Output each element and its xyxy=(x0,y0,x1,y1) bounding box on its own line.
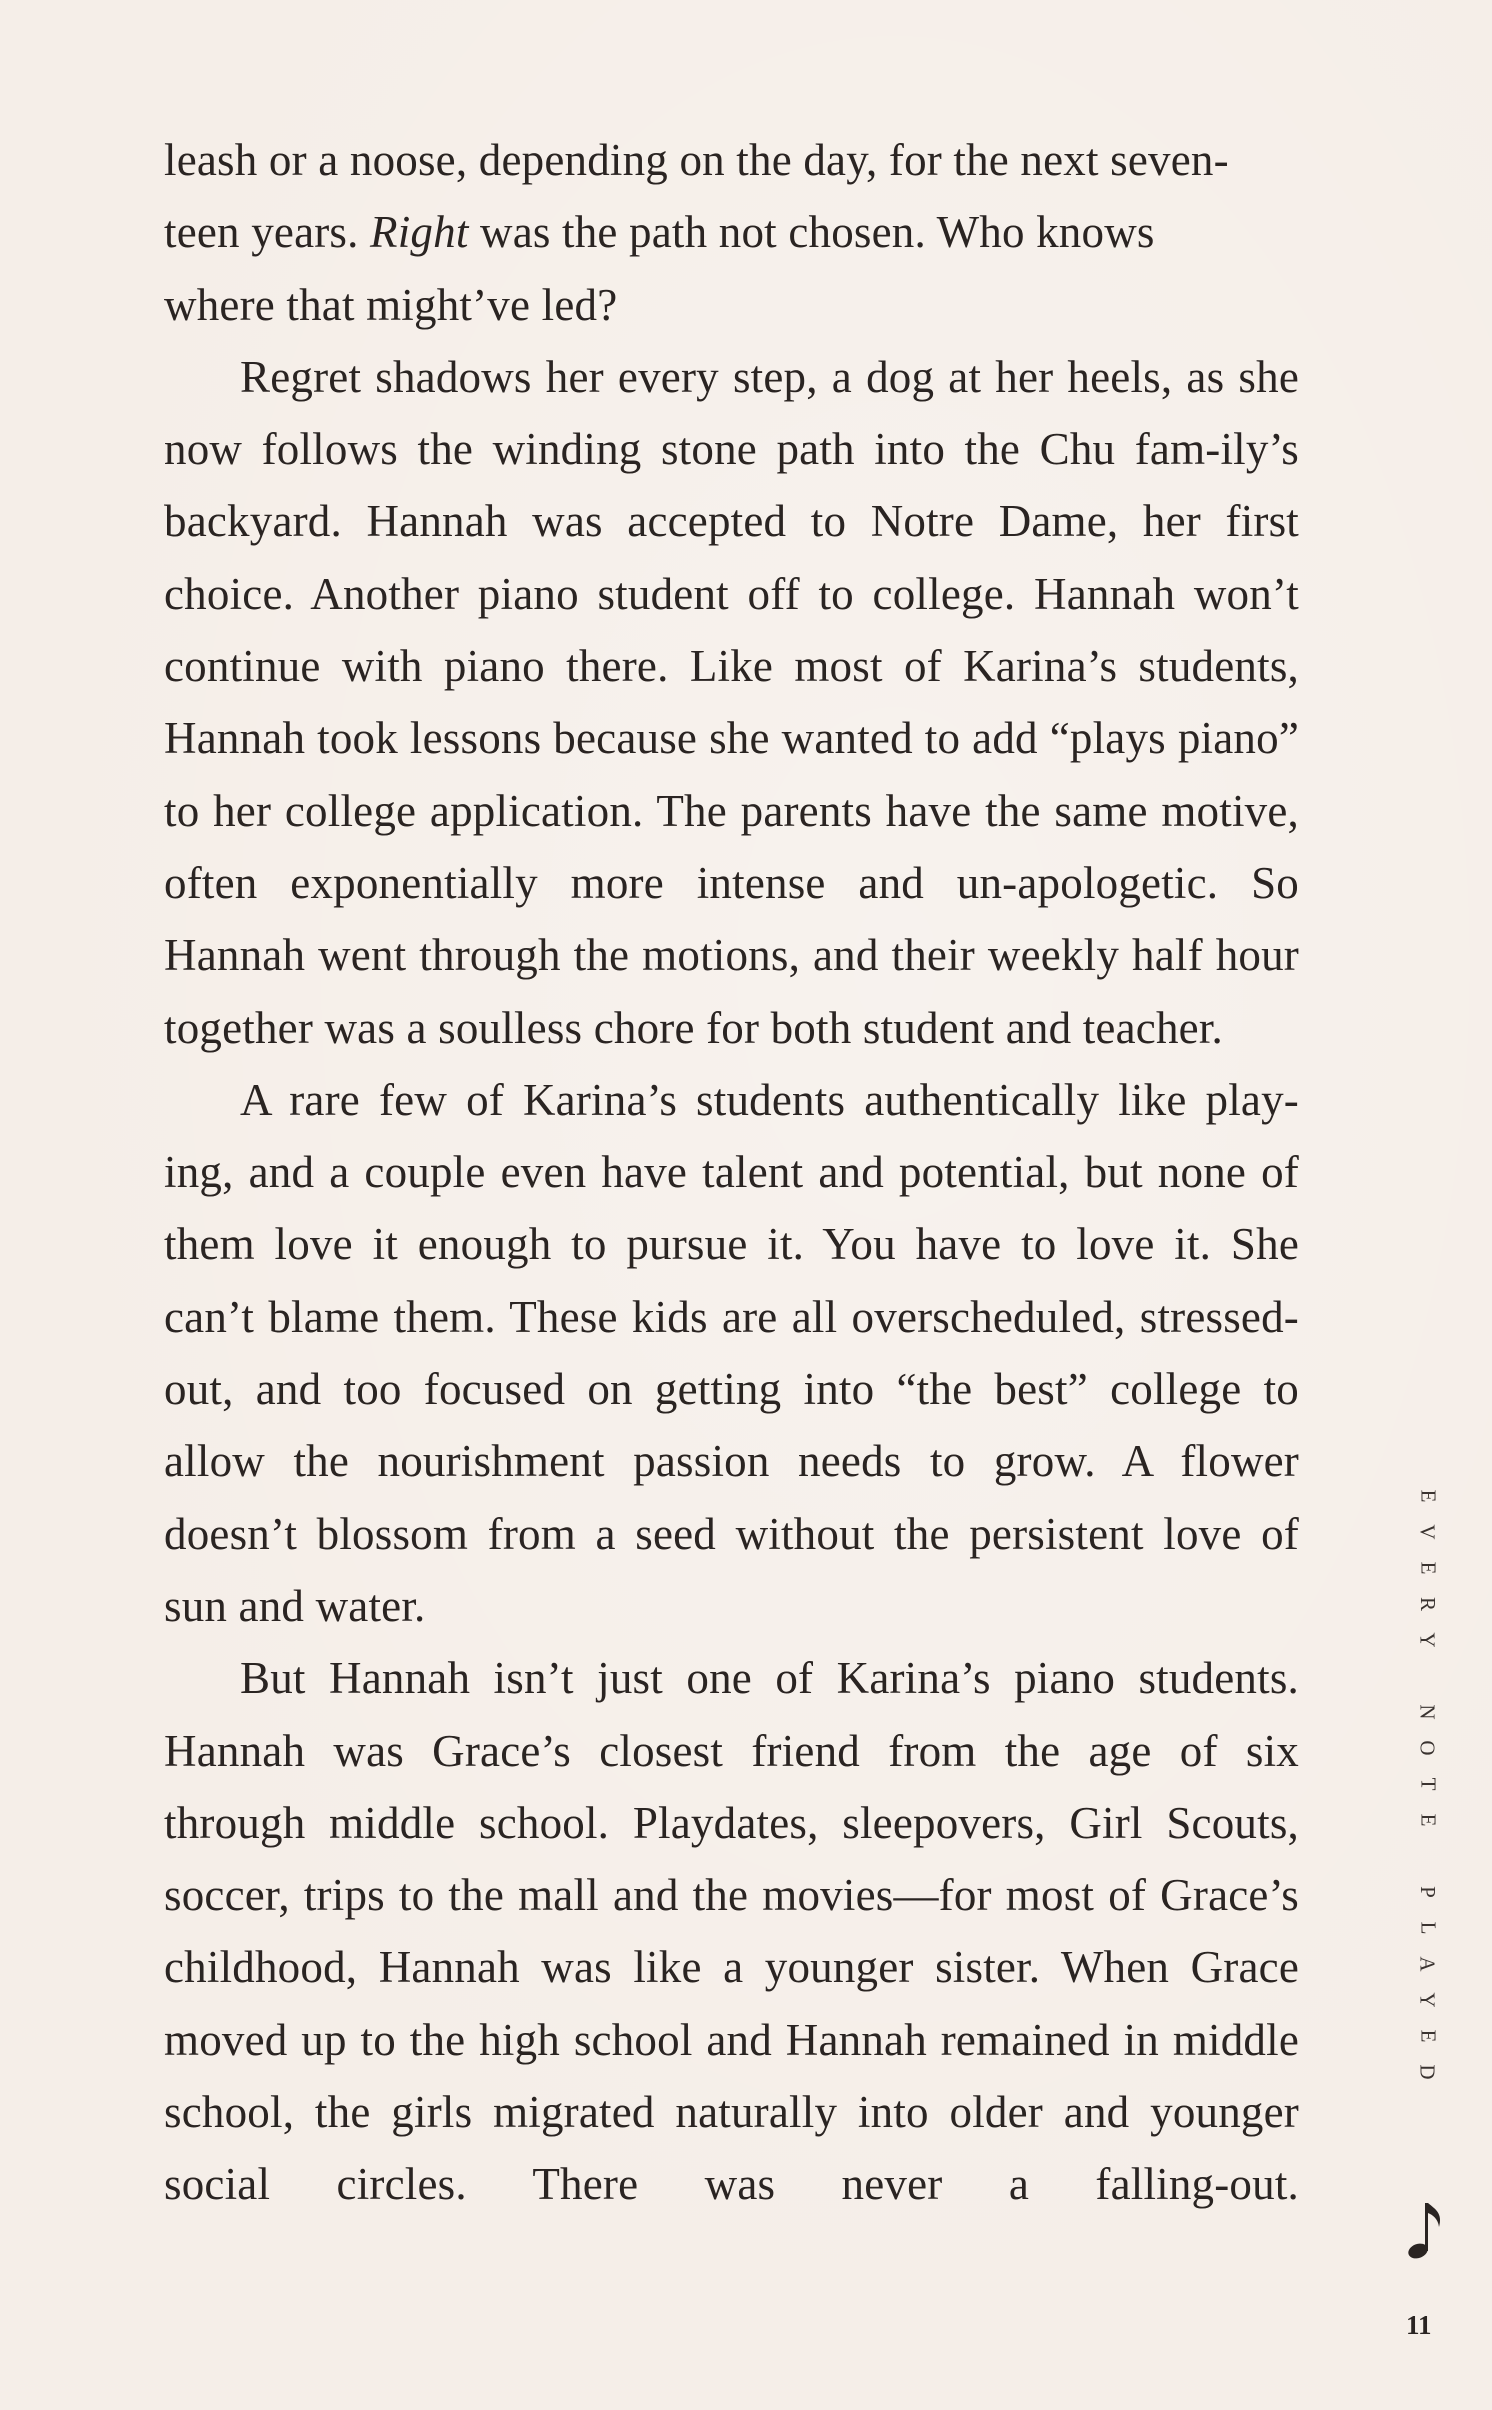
running-head-gap xyxy=(1420,1838,1435,1874)
paragraph-1-line-3: where that might’ve led? xyxy=(164,279,618,330)
running-head-letter: O xyxy=(1415,1740,1440,1756)
running-head xyxy=(1408,1478,1448,2090)
paragraph-3: A rare few of Karina’s students authentically like play-ing, and a couple even have talent and potential, but none of them love it enough to pursue it. You have to love it. She can’t blame them. These kids are all overscheduled, stressed-out, and too focused on getting into “the best” college to allow the nourishment passion needs to grow. A flower doesn’t blossom from a seed without the persistent love of sun and water. xyxy=(164,1074,1299,1631)
running-head-letter: V xyxy=(1415,1524,1440,1540)
running-head-letter: D xyxy=(1415,2064,1440,2080)
running-head-letter: A xyxy=(1415,1956,1440,1972)
running-head-letter: Y xyxy=(1415,1632,1440,1648)
page-number: 11 xyxy=(1406,2310,1432,2340)
paragraph-2: Regret shadows her every step, a dog at her heels, as she now follows the winding stone path into the Chu fam-ily’s backyard. Hannah was accepted to Notre Dame, her first choice. Another piano student off to college. Hannah won’t continue with piano there. Like most of Karina’s students, Hannah took lessons because she wanted to add “plays piano” to her college application. The parents have the same motive, often exponentially more intense and un-apologetic. So Hannah went through the motions, and their weekly half hour together was a soulless chore for both student and teacher. xyxy=(164,351,1299,1053)
running-head-letter: E xyxy=(1415,1561,1440,1575)
running-head-word xyxy=(1415,1694,1440,1838)
running-head-letter: E xyxy=(1415,1489,1440,1503)
italic-word: Right xyxy=(370,207,469,258)
running-head-letter: L xyxy=(1415,1921,1440,1935)
running-head-letter: Y xyxy=(1415,1992,1440,2008)
running-head-gap xyxy=(1420,1658,1435,1694)
paragraph-4: But Hannah isn’t just one of Karina’s piano students. Hannah was Grace’s closest friend from the age of six through middle school. Playdates, sleepovers, Girl Scouts, soccer, trips to the mall and the movies—for most of Grace’s childhood, Hannah was like a younger sister. When Grace moved up to the high school and Hannah remained in middle school, the girls migrated naturally into older and younger social circles. There was never a falling-out. xyxy=(164,1653,1299,2210)
paragraph-1-line-2a: teen years. xyxy=(164,207,371,258)
music-note-icon xyxy=(1405,2195,1445,2265)
running-head-word xyxy=(1415,1478,1440,1658)
running-head-word xyxy=(1415,1874,1440,2090)
paragraph-1 xyxy=(164,124,1299,341)
paragraph-1-line-1: leash or a noose, depending on the day, for the next seven- xyxy=(164,135,1229,185)
running-head-letters xyxy=(1415,1478,1440,2090)
running-head-letter: E xyxy=(1415,1813,1440,1827)
running-head-letter: R xyxy=(1415,1596,1440,1612)
paragraph-1-line-2b: was the path not chosen. Who knows xyxy=(468,207,1155,258)
running-head-letter: N xyxy=(1415,1704,1440,1720)
running-head-letter: P xyxy=(1415,1886,1440,1898)
body-text xyxy=(164,124,1299,2221)
running-head-letter: E xyxy=(1415,2029,1440,2043)
running-head-letter: T xyxy=(1415,1777,1440,1791)
